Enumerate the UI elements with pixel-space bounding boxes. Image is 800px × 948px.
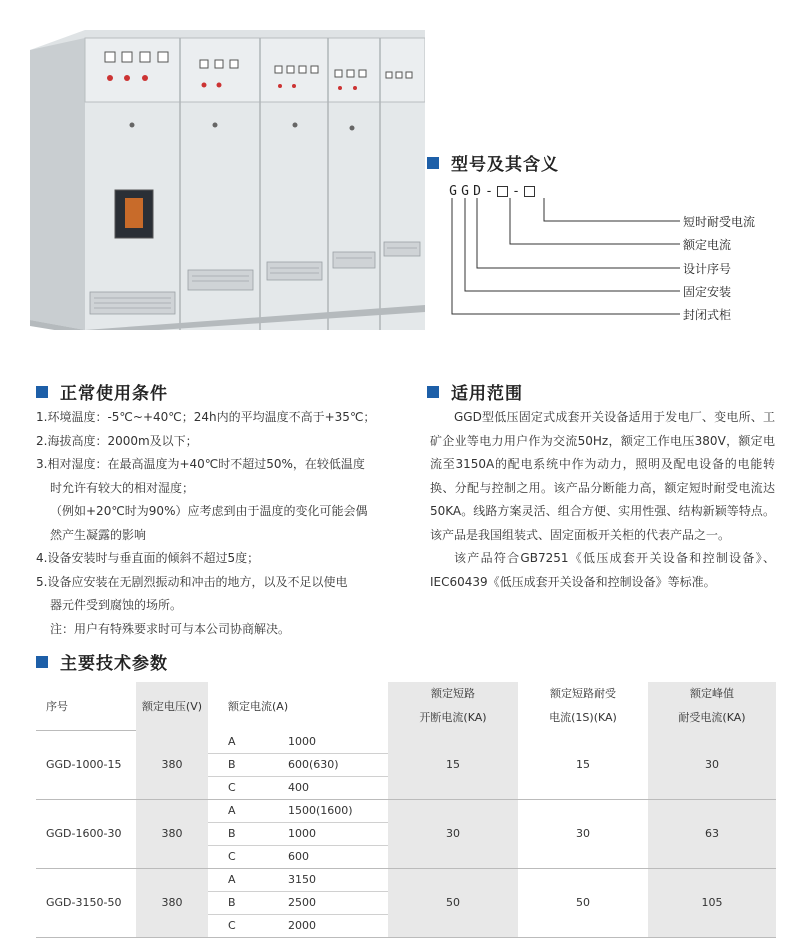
- cell-sub-current: 2500: [248, 891, 388, 914]
- scope-paragraph-2: 该产品符合GB7251《低压成套开关设备和控制设备》、IEC60439《低压成套开关设备和控制设备》等标准。: [430, 551, 775, 589]
- cell-sub-letter: C: [208, 914, 248, 937]
- cell-breaking: 30: [388, 799, 518, 868]
- cell-sub-letter: C: [208, 776, 248, 799]
- model-dash-1: -: [485, 184, 493, 199]
- cell-sub-current: 3150: [248, 868, 388, 891]
- cell-peak: 105: [648, 868, 776, 937]
- heading-square-icon: [36, 656, 48, 668]
- cell-peak: 63: [648, 799, 776, 868]
- condition-line: 4.设备安装时与垂直面的倾斜不超过5度；: [36, 551, 260, 565]
- condition-line: 时允许有较大的相对湿度；: [50, 480, 195, 495]
- table-row: [36, 799, 776, 822]
- cell-short-time: 50: [518, 868, 648, 937]
- scope-text: [430, 406, 775, 594]
- condition-line: 2.海拔高度：2000m及以下；: [36, 433, 198, 448]
- header-voltage: 额定电压(V): [136, 682, 208, 731]
- model-label-rated-current: 额定电流: [683, 238, 732, 252]
- header-peak: 额定峰值 耐受电流(KA): [648, 682, 776, 731]
- cell-model: GGD-3150-50: [36, 868, 136, 937]
- cell-model: GGD-1600-30: [36, 799, 136, 868]
- cell-sub-current: 600(630): [248, 753, 388, 776]
- cell-sub-letter: B: [208, 753, 248, 776]
- cell-sub-letter: A: [208, 731, 248, 754]
- header-seq: 序号: [36, 682, 136, 731]
- cell-sub-letter: A: [208, 799, 248, 822]
- model-label-fixed-install: 固定安装: [683, 285, 732, 299]
- parameters-table: [36, 682, 776, 938]
- header-short-time: 额定短路耐受 电流(1S)(KA): [518, 682, 648, 731]
- cell-sub-letter: B: [208, 891, 248, 914]
- cell-sub-letter: B: [208, 822, 248, 845]
- condition-line: 5.设备应安装在无剧烈振动和冲击的地方，以及不足以使电: [36, 574, 348, 589]
- model-letter-g2: G: [461, 184, 469, 199]
- condition-line: 1.环境温度：-5℃~+40℃；24h内的平均温度不高于+35℃；: [36, 410, 376, 424]
- cell-voltage: 380: [136, 731, 208, 800]
- model-letter-d: D: [473, 184, 481, 199]
- heading-square-icon: [36, 386, 48, 398]
- cell-short-time: 30: [518, 799, 648, 868]
- header-current: 额定电流(A): [208, 682, 388, 731]
- model-label-enclosed-cabinet: 封闭式柜: [683, 308, 732, 322]
- cell-short-time: 15: [518, 731, 648, 800]
- cell-model: GGD-1000-15: [36, 731, 136, 800]
- heading-square-icon: [427, 386, 439, 398]
- model-label-short-time-current: 短时耐受电流: [683, 215, 756, 229]
- table-row: [36, 868, 776, 891]
- cell-voltage: 380: [136, 868, 208, 937]
- model-dash-2: -: [512, 184, 520, 199]
- scope-paragraph-1: GGD型低压固定式成套开关设备适用于发电厂、变电所、工矿企业等电力用户作为交流50Hz，额定工作电压380V，额定电流至3150A的配电系统中作为动力，照明及配电设备的电能转换、分配与控制之用。该产品分断能力高，额定短时耐受电流达50KA。线路方案灵活、组合方便、实用性强、结构新颖等特点。该产品是我国组装式、固定面板开关柜的代表产品之一。: [430, 410, 775, 542]
- condition-line: （例如+20℃时为90%）应考虑到由于温度的变化可能会偶: [50, 504, 368, 518]
- header-breaking: 额定短路 开断电流(KA): [388, 682, 518, 731]
- cell-breaking: 50: [388, 868, 518, 937]
- conditions-list: [36, 406, 396, 641]
- cell-breaking: 15: [388, 731, 518, 800]
- section-heading-conditions: 正常使用条件: [36, 379, 168, 404]
- section-heading-scope: 适用范围: [427, 379, 523, 404]
- cell-sub-current: 1500(1600): [248, 799, 388, 822]
- condition-line: 3.相对湿度：在最高温度为+40℃时不超过50%，在较低温度: [36, 457, 365, 471]
- cell-sub-current: 1000: [248, 822, 388, 845]
- condition-note: 注：用户有特殊要求时可与本公司协商解决。: [50, 621, 291, 636]
- table-header-row: [36, 682, 776, 731]
- section-heading-model: 型号及其含义: [427, 150, 559, 175]
- switchgear-photo: [30, 30, 425, 330]
- cell-sub-current: 600: [248, 845, 388, 868]
- cell-sub-letter: A: [208, 868, 248, 891]
- cell-sub-current: 1000: [248, 731, 388, 754]
- cell-sub-letter: C: [208, 845, 248, 868]
- section-heading-params: 主要技术参数: [36, 649, 168, 674]
- cell-sub-current: 400: [248, 776, 388, 799]
- model-label-design-no: 设计序号: [683, 262, 732, 276]
- table-row: [36, 731, 776, 754]
- cell-peak: 30: [648, 731, 776, 800]
- cell-sub-current: 2000: [248, 914, 388, 937]
- condition-line: 然产生凝露的影响: [50, 527, 147, 542]
- condition-line: 器元件受到腐蚀的场所。: [50, 598, 183, 612]
- heading-square-icon: [427, 157, 439, 169]
- model-letter-g1: G: [449, 184, 457, 199]
- cell-voltage: 380: [136, 799, 208, 868]
- model-leader-lines: [440, 195, 685, 320]
